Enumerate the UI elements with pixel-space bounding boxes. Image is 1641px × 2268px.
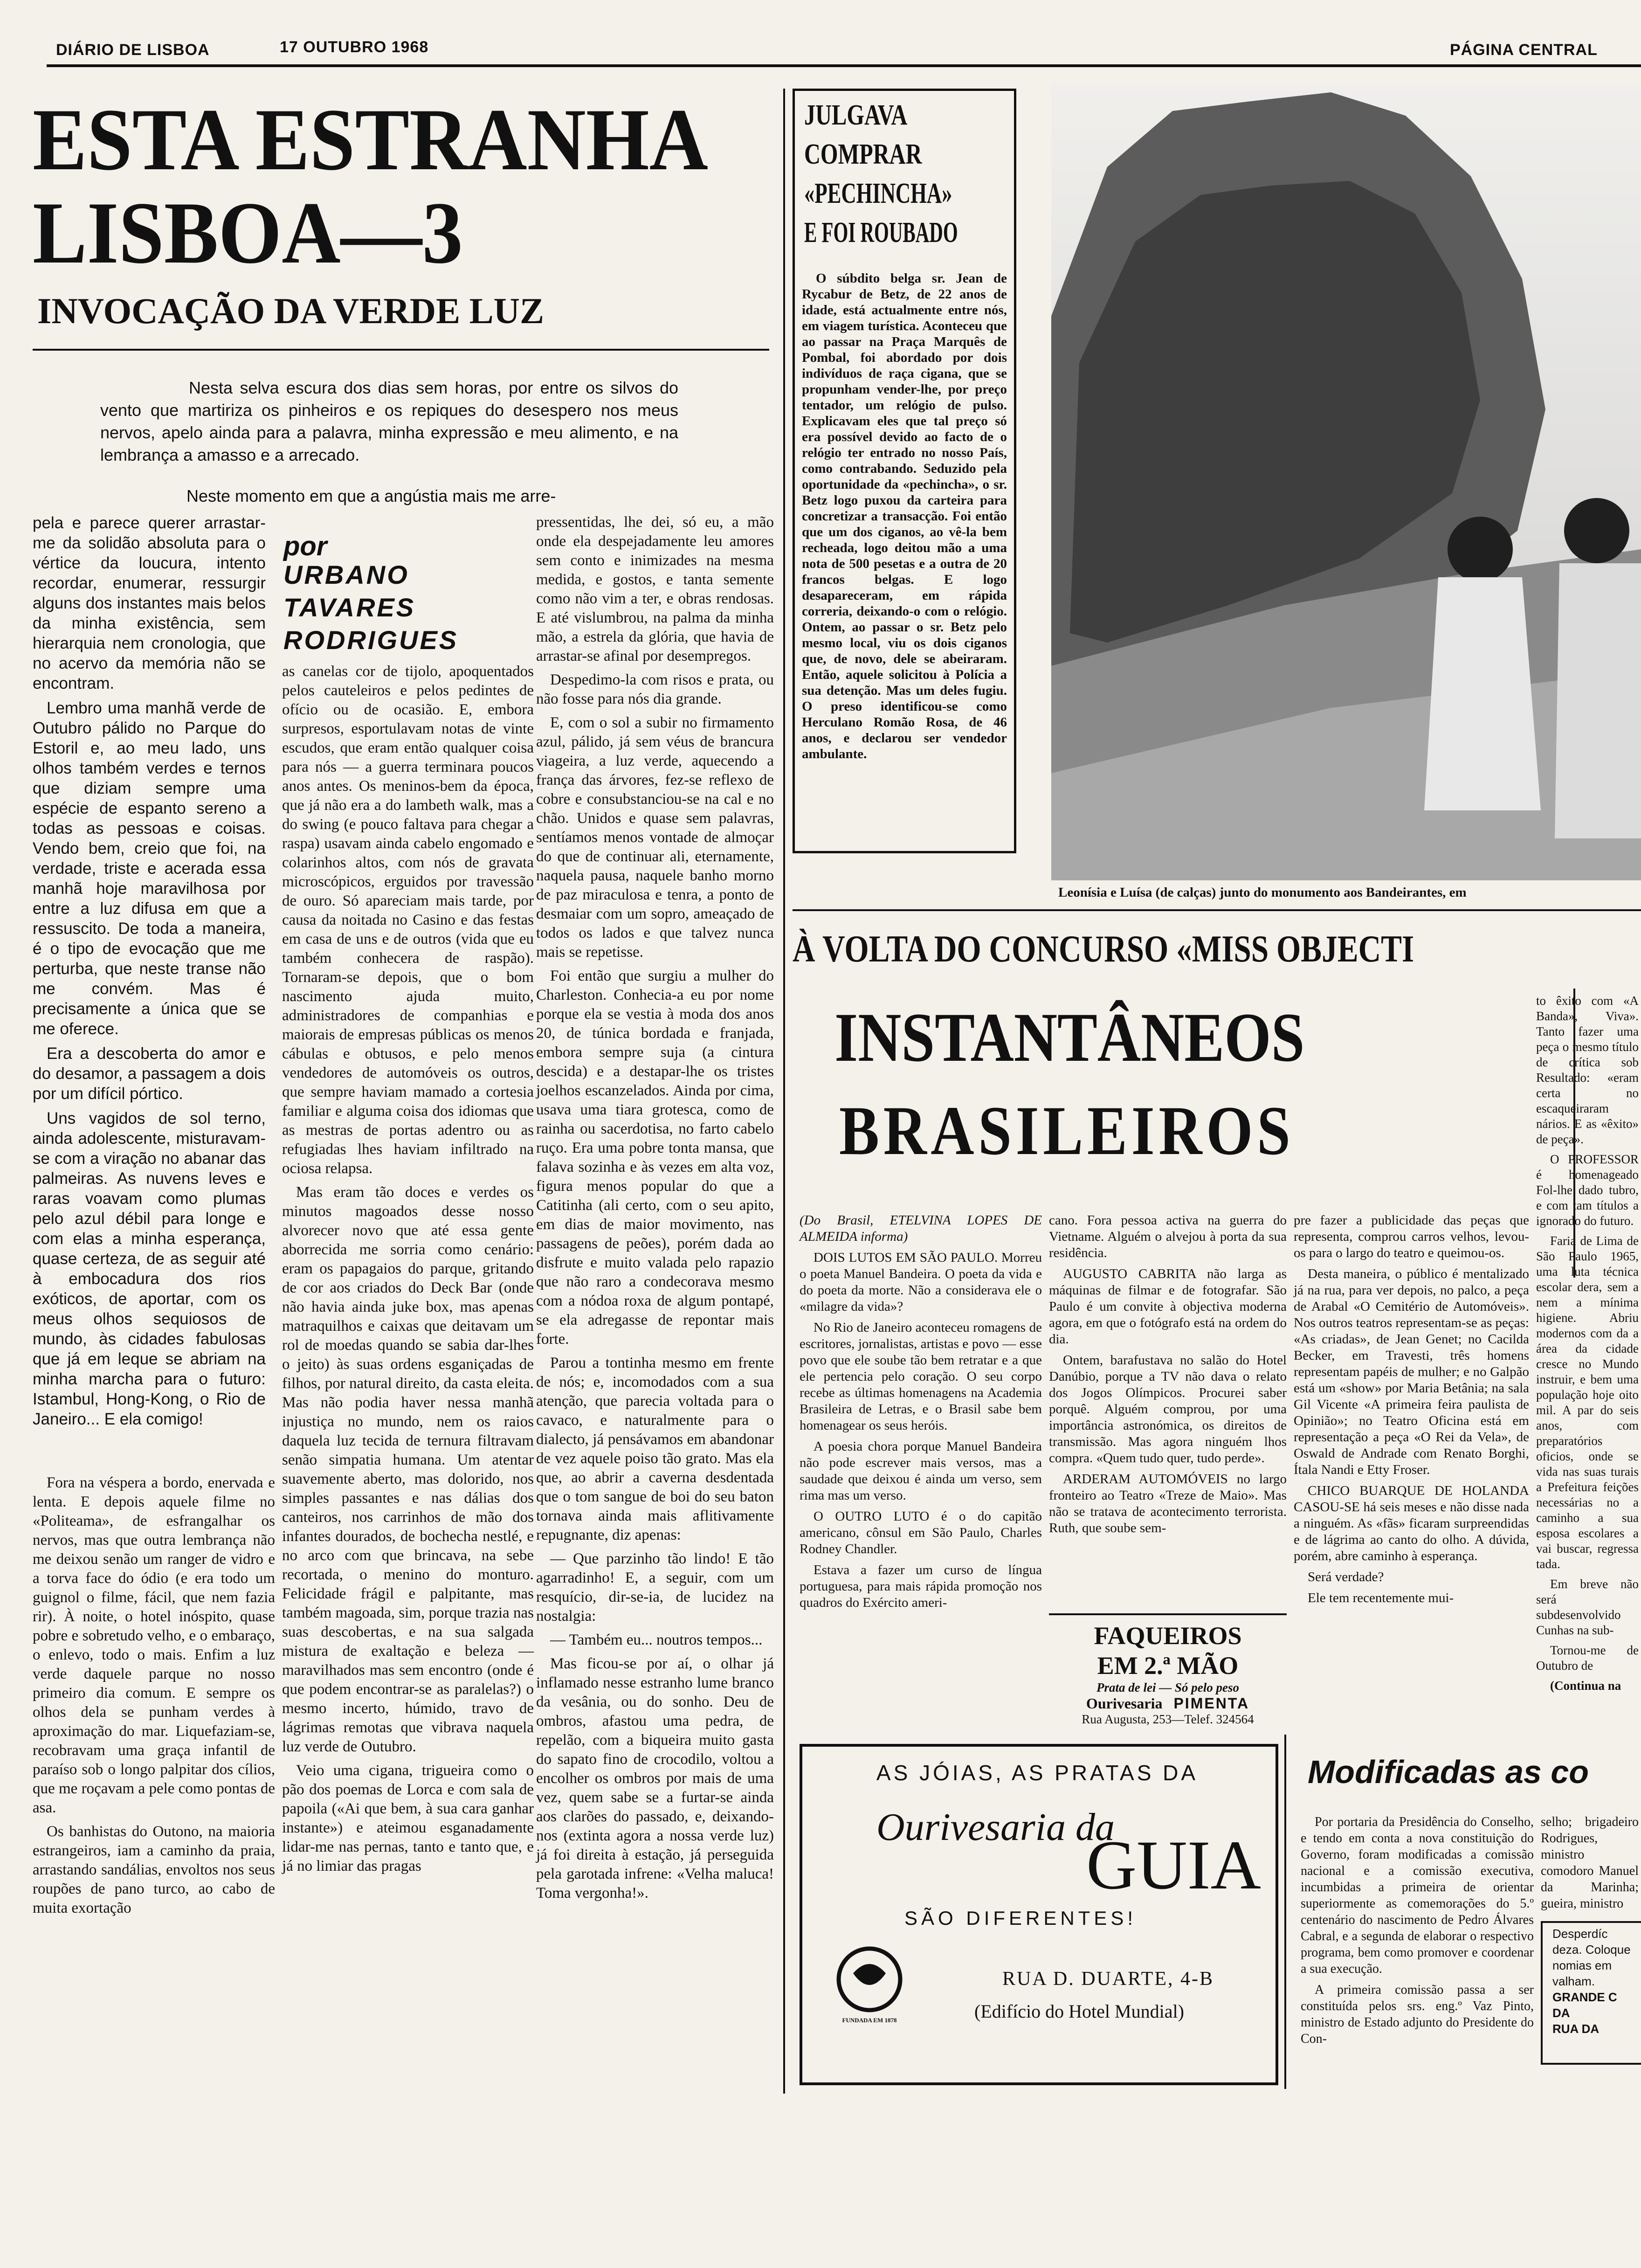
main-col3-p1: pressentidas, lhe dei, só eu, a mão onde ela despejadamente leu amores sem conto e inimizades na mesma medida, e gostos, e tanta semente como não vim a ter, e obras rendosas. E até vislumbrou, na palma da minha mão, a estrela da glória, que havia de arrastar-se afinal por desempregos. xyxy=(536,514,774,664)
modificadas-p1: Por portaria da Presidência do Conselho, e tendo em conta a nova constituição do Governo, foram modificadas a comissão nacional e a comissão executiva, incumbidas a primeira de orientar superiormente as comemorações do 5.º centenário do nascimento de Pedro Álvares Cabral, e a segunda de elaborar o respectivo programa, bem como promover e coordenar a sua execução. xyxy=(1301,1815,1534,1976)
ad-pimenta-l4 xyxy=(1049,1695,1287,1712)
box-story-body xyxy=(802,270,1007,767)
main-col1-p4: Uns vagidos de sol terno, ainda adolescente, misturavam-se com a viração no abanar das palmeiras. As nuvens leves e raras voavam como plumas pelo azul débil para longe e com elas a minha esperança, quase certeza, de as seguir até à embocadura dos rios exóticos, de aportar, com os meus olhos sequiosos de mundo, às cidades fabulosas que já em leque se abriam na minha marcha para o futuro: Istambul, Hong-Kong, o Rio de Janeiro... E ela comigo! xyxy=(33,1109,266,1428)
photo-illustration xyxy=(1051,83,1641,880)
contest-c-p4: Será verdade? xyxy=(1308,1570,1384,1584)
issue-date: 17 OUTUBRO 1968 xyxy=(280,38,429,56)
contest-c-p2: Desta maneira, o público é mentalizado já na rua, para ver depois, no palco, a peça de Arabal «O Cemitério de Automóveis». Nos outros teatros representam-se as peças: «As criadas», de Jean Genet; no Cacilda Becker, em Travesti, três homens representam papéis de mulher; e no Galpão está um «show» por Maria Betânia; na sala Gil Vicente «A primeira feira paulista de Opinião»; no Teatro Oficina está em representação a peça «O Rei da Vela», de Oswald de Andrade com Renato Borghi, Ítala Nandi e Etty Froser. xyxy=(1294,1266,1529,1477)
main-col3-p7: — Também eu... noutros tempos... xyxy=(550,1632,763,1648)
ad-guia-sub: SÃO DIFERENTES! xyxy=(904,1907,1137,1929)
main-col-2 xyxy=(282,662,534,1881)
ad-guia-addr1: RUA D. DUARTE, 4-B xyxy=(1002,1968,1214,1990)
seal-icon xyxy=(834,1944,904,2014)
modificadas-title: Modificadas as co xyxy=(1308,1754,1589,1790)
contest-d-p5: Tornou-me de Outubro de xyxy=(1536,1643,1639,1673)
box-story-title xyxy=(804,96,1009,252)
small-ad-line: RUA DA xyxy=(1552,2022,1600,2036)
byline-name: URBANO TAVARES RODRIGUES xyxy=(283,560,459,655)
contest-a-p3: A poesia chora porque Manuel Bandeira não pode escrever mais versos, mas a saudade que deixou é ainda um verso, sem rima mas um verso. xyxy=(800,1439,1042,1503)
main-col-3 xyxy=(536,513,774,1908)
ad-guia-script: Ourivesaria da xyxy=(876,1805,1115,1849)
main-col3-p6: — Que parzinho tão lindo! E tão agarradinho! E, a seguir, com um resquício, dir-se-ia, de lucidez na nostalgia: xyxy=(536,1550,774,1625)
ad-pimenta-l1: FAQUEIROS xyxy=(1094,1622,1242,1650)
contest-c-p1: pre fazer a publicidade das peças que representa, comprou carros velhos, levou-os para o largo do teatro e queimou-os. xyxy=(1294,1213,1529,1260)
contest-d-p1: to êxito com «A Banda», Viva». Tanto fazer uma peça o mesmo título de crítica sob Resultado: «eram certa no escaqueiraram nários. E as «êxito» de peça». xyxy=(1536,994,1639,1146)
contest-a-p4: O OUTRO LUTO é o do capitão americano, cônsul em São Paulo, Charles Rodney Chandler. xyxy=(800,1509,1042,1556)
main-col2-p1: as canelas cor de tijolo, apoquentados pelos cauteleiros e pelos pedintes de ofício ou de ocasião. E, embora surpresos, esportulavam notas de vinte escudos, que eram então qualquer coisa para nós — a guerra terminara poucos anos antes. Os meninos-bem da época, que já não era a do lambeth walk, mas a do swing (e pouco faltava para chegar a raspa) usavam ainda cabelo engomado e colarinhos altos, com nós de gravata microscópicos, erguidos por travessão de ouro. Só apareciam mais tarde, por causa da noitada no Casino e das festas em casa de uns e de outros (vida que eu também conhecera de raspão). Tornaram-se depois, que o bom nascimento ajuda muito, administradores de companhias e maiorais de empresas públicas os menos cábulas e obtusos, e pelo menos vendedores de automóveis os outros, que sempre haviam mamado a cortesia familiar e alguma coisa dos idiomas que as mestras de portas adentro ou as refugiadas lhes haviam infiltrado na ociosa relapsa. xyxy=(282,663,534,1177)
box-title-line: COMPRAR xyxy=(804,138,922,170)
contest-col-c xyxy=(1294,1212,1529,1611)
main-title-line2: LISBOA—3 xyxy=(33,184,463,282)
modificadas-body xyxy=(1301,1814,1534,2052)
box-title-line: «PECHINCHA» xyxy=(804,178,952,209)
main-title-line1: ESTA ESTRANHA xyxy=(33,91,709,189)
photo-rule xyxy=(793,909,1641,911)
byline-por: por xyxy=(283,531,327,561)
newspaper-name: DIÁRIO DE LISBOA xyxy=(56,41,210,59)
small-ad-line: DA xyxy=(1552,2006,1570,2020)
small-ad-line: valham. xyxy=(1552,1974,1595,1988)
contest-col-b xyxy=(1049,1212,1287,1541)
main-intro-2: Neste momento em que a angústia mais me arre- xyxy=(186,486,556,505)
contest-a-p5: Estava a fazer um curso de língua portuguesa, para mais rápida promoção nos quadros do Exército ameri- xyxy=(800,1563,1042,1610)
ad-guia-seal xyxy=(834,1944,904,2038)
page-label: PÁGINA CENTRAL xyxy=(1450,41,1598,59)
ad-guia-top: AS JÓIAS, AS PRATAS DA xyxy=(876,1761,1199,1785)
contest-a-p1: DOIS LUTOS EM SÃO PAULO. Morreu o poeta Manuel Bandeira. O poeta da vida e do poeta da morte. Não a considerava ele o «milagre da vida»? xyxy=(800,1250,1042,1314)
contest-credit: (Do Brasil, ETELVINA LOPES DE ALMEIDA informa) xyxy=(800,1213,1042,1244)
ad-pimenta-l3: Prata de lei — Só pelo peso xyxy=(1096,1680,1239,1694)
small-ad-text xyxy=(1552,1926,1641,2037)
main-col3-p5: Parou a tontinha mesmo em frente de nós; e, incomodados com a sua atenção, que parecia voltada para o cavaco, e naturalmente para o dialecto, já pensávamos em abandonar de vez aquele poiso tão grato. Mas ela que, ao abrir a caverna desdentada que o tom sangue de boi do seu baton tornava ainda mais aflitivamente repugnante, diz apenas: xyxy=(536,1355,774,1543)
small-ad-line: nomias em xyxy=(1552,1958,1612,1972)
contest-col-d xyxy=(1536,993,1639,1698)
contest-c-p3: CHICO BUARQUE DE HOLANDA CASOU-SE há seis meses e não disse nada a ninguém. As «fãs» ficaram surpreendidas e de lágrima ao canto do olho. A dúvida, porém, abre caminho à esperança. xyxy=(1294,1483,1529,1563)
ad-pimenta-l4a: Ourivesaria xyxy=(1086,1695,1163,1712)
title-rule xyxy=(33,349,769,351)
small-ad-line: Desperdíc xyxy=(1552,1927,1608,1941)
box-title-line: E FOI ROUBADO xyxy=(804,217,958,249)
contest-d-p3: Faria de Lima de São Paulo 1965, uma luta técnica escolar dera, sem a nem a mínima higiene. Abriu modernos com da a área da cidade cresce no Mundo instruir, e bem uma população hoje oito mil. A par do seis anos, com preparatórios oficios, onde se vida nas suas turais a Prefeitura feições necessárias no a caminho a sua esposa escolares a vai buscar, regressa tada. xyxy=(1536,1234,1639,1571)
contest-b-p4: ARDERAM AUTOMÓVEIS no largo fronteiro ao Teatro «Treze de Maio». Mas não se tratava de acontecimento terrorista. Ruth, que soube sem- xyxy=(1049,1472,1287,1535)
small-ad-line: GRANDE C xyxy=(1552,1990,1617,2004)
main-col2-p2: Mas eram tão doces e verdes os minutos magoados desse nosso alvorecer novo que até essa gente aborrecida me sorria como cenário: eram os papagaios do parque, gritando de cor aos criados do Deck Bar (onde não havia ainda juke box, mas apenas matraquilhos e caixas que deitavam um rol de moedas quando se sabia dar-lhes o jeito) às suas ordens esganiçadas de filhos, por natural direito, da casta eleita. Mas não podia haver nessa manhã injustiça no mundo, nem os raios daquela luz tecida de ternura filtravam senão simpatia humana. Um atentar suavemente aberto, mas dolorido, nos simples passantes e nas dálias dos canteiros, nos carrinhos de mão dos infantes dourados, de bochecha nestlé, e no arco com que brincava, na sebe recortada, o menino do monturo. Felicidade frágil e palpitante, mas também magoada, sim, porque trazia nas suas descobertas, e na sua salgada mistura de exaltação e beleza — maravilhados mas sem encontro (onde é que podem encontrar-se as paralelas?) o mesmo incerto, húmido, travo de lágrimas remotas que vibrava naquela luz verde de Outubro. xyxy=(282,1184,534,1755)
main-col3-p3: E, com o sol a subir no firmamento azul, pálido, já sem véus de brancura viageira, a luz verde, aquecendo a frança das árvores, fez-se reflexo de cobre e consubstanciou-se na cal e no chão. Unidos e quase sem palavras, sentíamos menos vontade de almoçar do que de continuar ali, eternamente, naquela pausa, naquele banho morno de paz miraculosa e tenra, a ponto de desmaiar com um sopro, ameaçado de todos os lados e que talvez nunca mais se repetisse. xyxy=(536,714,774,961)
contest-d-p2: O PROFESSOR é homenageado Fol-lhe dado tubro, e com tam títulos a ignorado do futuro. xyxy=(1536,1152,1639,1228)
contest-d-p4: Em breve não será subdesenvolvido Cunhas na sub- xyxy=(1536,1577,1639,1637)
main-col-1 xyxy=(33,513,266,1434)
contest-title-2: BRASILEIROS xyxy=(839,1092,1295,1169)
contest-b-p3: Ontem, barafustava no salão do Hotel Danúbio, porque a TV não dava o relato dos Jogos Olímpicos. Procurei saber porquê. Alguém comprou, por uma importância astronómica, os direitos de transmissão. Mas agora ninguém lhos compra. «Quem tudo quer, tudo perde». xyxy=(1049,1353,1287,1466)
main-subtitle: INVOCAÇÃO DA VERDE LUZ xyxy=(37,290,544,331)
ad-pimenta xyxy=(1049,1613,1287,1727)
main-col-1b xyxy=(33,1473,275,1922)
modificadas-side: selho; brigadeiro Rodrigues, ministro comodoro Manuel da Marinha; gueira, ministro xyxy=(1541,1815,1639,1911)
contest-kicker: À VOLTA DO CONCURSO «MISS OBJECTI xyxy=(793,927,1414,970)
ad-pimenta-l2: EM 2.ª MÃO xyxy=(1097,1652,1239,1680)
header-rule xyxy=(47,64,1641,67)
contest-title-1: INSTANTÂNEOS xyxy=(834,999,1305,1076)
box-story-text: O súbdito belga sr. Jean de Rycabur de Betz, de 22 anos de idade, está actualmente entre nós, em viagem turística. Aconteceu que ao passar na Praça Marquês de Pombal, foi abordado por dois indivíduos de raça cigana, que se propunham vender-lhe, por preço tentador, um relógio de pulso. Explicavam eles que tal preço só era possível devido ao facto de o relógio ter entrado no nosso País, como contrabando. Seduzido pela oportunidade da «pechincha», o sr. Betz logo puxou da carteira para concretizar a transacção. Foi então que um dos ciganos, ao vê-la bem recheada, logo deitou mão a uma nota de 500 pesetas e a outra de 20 francos belgas. E logo desapareceram, em rápida correria, deixando-o com o relógio. Ontem, ao passar o sr. Betz pelo mesmo local, viu os dois ciganos que, de novo, dele se abeiraram. Então, aquele solicitou à Polícia a sua detenção. Mas um deles fugiu. O preso identificou-se como Herculano Romão Rosa, de 46 anos, e declarou ser vendedor ambulante. xyxy=(802,271,1007,761)
main-col2-p3: Veio uma cigana, trigueira como o pão dos poemas de Lorca e com sala de papoila («Ai que bem, à sua cara ganhar instante») e ateimou esganadamente lidar-me nas pernas, tanto e tanto que, e já no limiar das pragas xyxy=(282,1762,534,1874)
main-col1-p1: pela e parece querer arrastar-me da solidão absoluta para o vértice da loucura, intento recordar, enumerar, ressurgir alguns dos instantes mais belos da minha existência, sem hierarquia nem cronologia, que no acervo da memória não se encontram. xyxy=(33,514,266,692)
main-col3-p2: Despedimo-la com risos e prata, ou não fosse para nós dia grande. xyxy=(536,671,774,707)
main-col3-p4: Foi então que surgiu a mulher do Charleston. Conhecia-a eu por nome porque ela se vestia à moda dos anos 20, de túnica bordada e franjada, embora sempre suja (a cintura descida) e a destapar-lhe os tristes joelhos escanzelados. Ainda por cima, usava uma tiara grotesca, como de rainha ou sacerdotisa, no farto cabelo ruço. Era uma pobre tonta mansa, que falava sozinha e às vezes em alta voz, figura menos popular do que a Catitinha (ali certo, com o seu apito, em dias de maior movimento, nas passagens de peões), porém dada ao disfrute e muito valada pelo rapazio que não raro a condecorava mesmo com a nódoa roxa de algum pontapé, se ela adregasse de repontar mais forte. xyxy=(536,968,774,1348)
monument-photo xyxy=(1051,83,1641,880)
main-col1-p3: Era a descoberta do amor e do desamor, a passagem a dois por um difícil pórtico. xyxy=(33,1044,266,1103)
contest-col-a xyxy=(800,1212,1042,1616)
contest-continua: (Continua na xyxy=(1550,1679,1621,1693)
modificadas-rule-v xyxy=(1284,1735,1286,2089)
ad-pimenta-l5: Rua Augusta, 253—Telef. 324564 xyxy=(1082,1712,1254,1726)
ad-guia-addr2: (Edifício do Hotel Mundial) xyxy=(974,2001,1184,2022)
main-col1-p6: Os banhistas do Outono, na maioria estrangeiros, iam a caminho da praia, arrastando sandálias, envoltos nos seus roupões de pano turco, ao cabo de muita exortação xyxy=(33,1823,275,1916)
box-title-line: JULGAVA xyxy=(804,99,908,131)
ad-guia-big: GUIA xyxy=(1086,1826,1261,1904)
contest-a-p2: No Rio de Janeiro aconteceu romagens de escritores, jornalistas, artistas e povo — esse povo que ele soube tão bem retratar e a que ele pertencia pelo coração. O seu corpo recebe as últimas homenagens na Academia Brasileira de Letras, e o Brasil sabe bem homenagear os seus heróis. xyxy=(800,1320,1042,1433)
photo-caption: Leonísia e Luísa (de calças) junto do monumento aos Bandeirantes, em xyxy=(1058,885,1467,900)
separator-v-main xyxy=(783,89,785,2094)
ad-guia-seal-text: FUNDADA EM 1878 xyxy=(842,2017,897,2024)
main-intro-text: Nesta selva escura dos dias sem horas, por entre os silvos do vento que martiriza os pinheiros e os repiques do desespero nos meus nervos, apelo ainda para a palavra, minha expressão e meu alimento, e na lembrança a amasso e a arrecado. xyxy=(100,378,678,464)
main-intro xyxy=(100,377,678,466)
ad-pimenta-l4b: PIMENTA xyxy=(1173,1695,1250,1712)
contest-c-p5: Ele tem recentemente mui- xyxy=(1308,1590,1454,1605)
small-ad-line: deza. Coloque xyxy=(1552,1943,1631,1957)
modificadas-p2: A primeira comissão passa a ser constituída pelos srs. eng.º Vaz Pinto, ministro de Estado adjunto do Presidente do Con- xyxy=(1301,1983,1534,2046)
contest-b-p1: cano. Fora pessoa activa na guerra do Vietname. Alguém o alvejou à porta da sua residência. xyxy=(1049,1213,1287,1260)
main-col3-p8: Mas ficou-se por aí, o olhar já inflamado nesse estranho lume branco da vesânia, ou do sonho. Deu de ombros, afastou uma pedra, de repelão, com a biqueira muito gasta do sapato fino de crocodilo, voltou a encolher os ombros por mais de uma vez, quem sabe se a furtar-se ainda aos clarões do passado, e, deixando-nos (extinta agora a nossa verde luz) já foi direita à estação, já perseguida pela garotada infrene: «Velha maluca! Toma vergonha!». xyxy=(536,1655,774,1902)
contest-b-p2: AUGUSTO CABRITA não larga as máquinas de filmar e de fotografar. São Paulo é um convite à objectiva moderna agora, em que o fotógrafo está na ordem do dia. xyxy=(1049,1266,1287,1347)
main-col1-p5: Fora na véspera a bordo, enervada e lenta. E depois aquele filme no «Politeama», de esfrangalhar os nervos, mas que outra lembrança não me deixou senão um ranger de vidro e a torva face do ódio (e era todo um guignol o filme, fácil, que nem fazia rir). À noite, o hotel inóspito, quase pobre e sobretudo velho, e o embaraço, o enlevo, todo o mais. Enfim a luz verde daquele parque no nosso primeiro dia comum. E sempre os olhos dela se punham verdes à aproximação do mar. Liquefaziam-se, recobravam uma graça infantil de paraíso sob o longo palpitar dos cílios, que me roçavam a pele como pontas de asa. xyxy=(33,1474,275,1816)
main-col1-p2: Lembro uma manhã verde de Outubro pálido no Parque do Estoril e, ao meu lado, uns olhos também verdes e ternos que diziam sempre uma espécie de espanto sereno a todas as pessoas e coisas. Vendo bem, creio que foi, na verdade, triste e acerada essa manhã hoje maravilhosa por entre a luz difusa em que a ressuscito. De toda a maneira, é o tipo de evocação que me perturba, que neste transe não me convém. Mas é precisamente a única que se me oferece. xyxy=(33,699,266,1038)
